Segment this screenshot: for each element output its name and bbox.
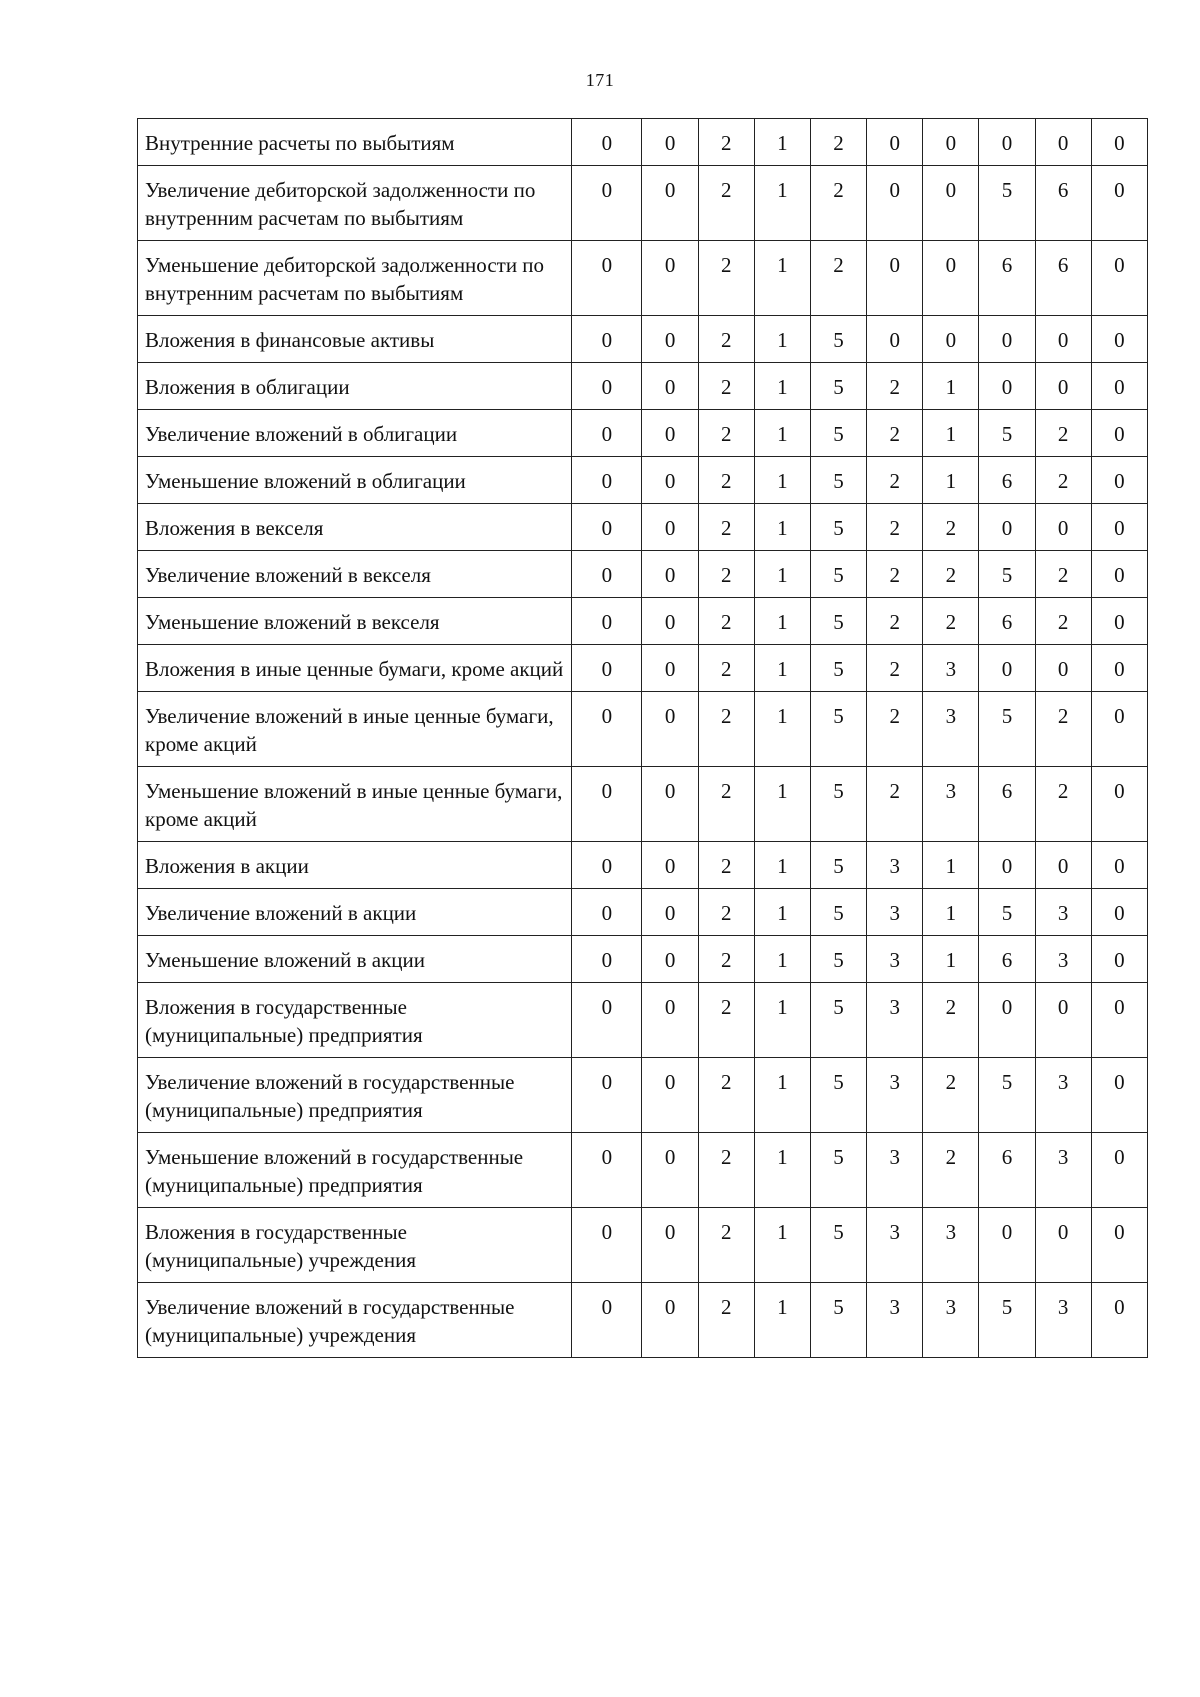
table-row <box>138 551 1148 598</box>
code-digit-3: 2 <box>698 166 754 241</box>
code-digit-5: 5 <box>810 457 866 504</box>
code-digit-3: 2 <box>698 410 754 457</box>
row-label: Уменьшение вложений в облигации <box>138 457 572 504</box>
code-digit-9: 6 <box>1035 166 1091 241</box>
code-digit-6: 3 <box>867 1058 923 1133</box>
row-label: Увеличение вложений в государственные (муниципальные) предприятия <box>138 1058 572 1133</box>
row-label: Вложения в государственные (муниципальные) учреждения <box>138 1208 572 1283</box>
code-digit-8: 6 <box>979 598 1035 645</box>
table-row <box>138 645 1148 692</box>
table-row <box>138 1058 1148 1133</box>
code-digit-10: 0 <box>1091 166 1147 241</box>
code-digit-9: 2 <box>1035 692 1091 767</box>
code-digit-6: 2 <box>867 645 923 692</box>
code-digit-5: 5 <box>810 842 866 889</box>
code-digit-5: 5 <box>810 767 866 842</box>
code-digit-7: 1 <box>923 410 979 457</box>
code-digit-2: 0 <box>642 363 698 410</box>
code-digit-2: 0 <box>642 936 698 983</box>
code-digit-5: 5 <box>810 1208 866 1283</box>
code-digit-7: 2 <box>923 1058 979 1133</box>
code-digit-8: 6 <box>979 1133 1035 1208</box>
code-digit-10: 0 <box>1091 983 1147 1058</box>
code-digit-7: 1 <box>923 842 979 889</box>
code-digit-4: 1 <box>754 767 810 842</box>
code-digit-10: 0 <box>1091 119 1147 166</box>
code-digit-3: 2 <box>698 551 754 598</box>
code-digit-10: 0 <box>1091 1208 1147 1283</box>
code-digit-10: 0 <box>1091 936 1147 983</box>
code-digit-5: 5 <box>810 363 866 410</box>
code-digit-2: 0 <box>642 598 698 645</box>
code-digit-7: 2 <box>923 504 979 551</box>
code-digit-4: 1 <box>754 692 810 767</box>
code-digit-6: 2 <box>867 457 923 504</box>
code-digit-7: 2 <box>923 1133 979 1208</box>
code-digit-6: 0 <box>867 166 923 241</box>
code-digit-4: 1 <box>754 1283 810 1358</box>
table-row <box>138 241 1148 316</box>
row-label: Вложения в государственные (муниципальные) предприятия <box>138 983 572 1058</box>
code-digit-1: 0 <box>572 983 642 1058</box>
code-digit-3: 2 <box>698 1208 754 1283</box>
code-digit-3: 2 <box>698 842 754 889</box>
code-digit-7: 2 <box>923 551 979 598</box>
code-digit-10: 0 <box>1091 410 1147 457</box>
code-digit-4: 1 <box>754 598 810 645</box>
code-digit-4: 1 <box>754 119 810 166</box>
code-digit-9: 0 <box>1035 1208 1091 1283</box>
code-digit-9: 0 <box>1035 316 1091 363</box>
code-digit-5: 2 <box>810 119 866 166</box>
table-row <box>138 410 1148 457</box>
code-digit-6: 3 <box>867 889 923 936</box>
code-digit-7: 3 <box>923 645 979 692</box>
code-digit-1: 0 <box>572 316 642 363</box>
code-digit-9: 6 <box>1035 241 1091 316</box>
code-digit-8: 0 <box>979 983 1035 1058</box>
code-digit-8: 6 <box>979 767 1035 842</box>
code-digit-5: 5 <box>810 598 866 645</box>
row-label: Уменьшение дебиторской задолженности по внутренним расчетам по выбытиям <box>138 241 572 316</box>
code-digit-8: 6 <box>979 457 1035 504</box>
code-digit-9: 3 <box>1035 1058 1091 1133</box>
code-digit-1: 0 <box>572 551 642 598</box>
code-digit-7: 0 <box>923 119 979 166</box>
code-digit-7: 3 <box>923 692 979 767</box>
code-digit-4: 1 <box>754 316 810 363</box>
code-digit-8: 5 <box>979 1058 1035 1133</box>
code-digit-2: 0 <box>642 316 698 363</box>
code-digit-5: 5 <box>810 1058 866 1133</box>
table-row <box>138 316 1148 363</box>
code-digit-10: 0 <box>1091 1058 1147 1133</box>
table-row <box>138 1133 1148 1208</box>
code-digit-8: 0 <box>979 363 1035 410</box>
code-digit-3: 2 <box>698 692 754 767</box>
code-digit-10: 0 <box>1091 316 1147 363</box>
code-digit-3: 2 <box>698 316 754 363</box>
code-digit-8: 5 <box>979 166 1035 241</box>
code-digit-9: 3 <box>1035 1133 1091 1208</box>
code-digit-1: 0 <box>572 645 642 692</box>
row-label: Внутренние расчеты по выбытиям <box>138 119 572 166</box>
code-digit-10: 0 <box>1091 1133 1147 1208</box>
row-label: Вложения в иные ценные бумаги, кроме акций <box>138 645 572 692</box>
code-digit-3: 2 <box>698 767 754 842</box>
row-label: Вложения в облигации <box>138 363 572 410</box>
code-digit-6: 2 <box>867 551 923 598</box>
code-digit-2: 0 <box>642 645 698 692</box>
code-digit-6: 2 <box>867 692 923 767</box>
code-digit-1: 0 <box>572 1133 642 1208</box>
row-label: Вложения в финансовые активы <box>138 316 572 363</box>
code-digit-10: 0 <box>1091 1283 1147 1358</box>
code-digit-3: 2 <box>698 889 754 936</box>
code-digit-8: 5 <box>979 410 1035 457</box>
code-digit-5: 2 <box>810 241 866 316</box>
code-digit-6: 3 <box>867 936 923 983</box>
code-digit-1: 0 <box>572 410 642 457</box>
row-label: Увеличение вложений в векселя <box>138 551 572 598</box>
code-digit-9: 3 <box>1035 889 1091 936</box>
code-digit-8: 5 <box>979 889 1035 936</box>
code-digit-3: 2 <box>698 1058 754 1133</box>
code-digit-5: 5 <box>810 692 866 767</box>
code-digit-9: 2 <box>1035 767 1091 842</box>
code-digit-7: 3 <box>923 767 979 842</box>
code-digit-8: 0 <box>979 645 1035 692</box>
code-digit-4: 1 <box>754 983 810 1058</box>
code-digit-3: 2 <box>698 598 754 645</box>
code-digit-5: 5 <box>810 316 866 363</box>
table-row <box>138 1283 1148 1358</box>
table-row <box>138 363 1148 410</box>
code-digit-9: 0 <box>1035 504 1091 551</box>
code-digit-3: 2 <box>698 983 754 1058</box>
code-digit-1: 0 <box>572 767 642 842</box>
code-digit-2: 0 <box>642 983 698 1058</box>
code-digit-4: 1 <box>754 645 810 692</box>
code-digit-4: 1 <box>754 166 810 241</box>
code-digit-2: 0 <box>642 166 698 241</box>
code-digit-8: 5 <box>979 692 1035 767</box>
code-digit-9: 2 <box>1035 457 1091 504</box>
code-digit-1: 0 <box>572 842 642 889</box>
code-digit-2: 0 <box>642 1133 698 1208</box>
code-digit-1: 0 <box>572 598 642 645</box>
code-digit-10: 0 <box>1091 598 1147 645</box>
code-digit-8: 6 <box>979 241 1035 316</box>
code-digit-1: 0 <box>572 241 642 316</box>
code-digit-1: 0 <box>572 1208 642 1283</box>
code-digit-1: 0 <box>572 692 642 767</box>
code-digit-9: 0 <box>1035 842 1091 889</box>
code-digit-2: 0 <box>642 842 698 889</box>
code-digit-9: 2 <box>1035 551 1091 598</box>
code-digit-3: 2 <box>698 457 754 504</box>
code-digit-3: 2 <box>698 936 754 983</box>
table-row <box>138 767 1148 842</box>
code-digit-9: 2 <box>1035 410 1091 457</box>
code-digit-1: 0 <box>572 504 642 551</box>
code-digit-2: 0 <box>642 551 698 598</box>
row-label: Увеличение вложений в облигации <box>138 410 572 457</box>
code-digit-2: 0 <box>642 1058 698 1133</box>
code-digit-10: 0 <box>1091 241 1147 316</box>
code-digit-10: 0 <box>1091 457 1147 504</box>
code-digit-4: 1 <box>754 1133 810 1208</box>
code-digit-7: 1 <box>923 457 979 504</box>
table-row <box>138 692 1148 767</box>
row-label: Увеличение вложений в государственные (муниципальные) учреждения <box>138 1283 572 1358</box>
table-row <box>138 936 1148 983</box>
table-row <box>138 1208 1148 1283</box>
code-digit-6: 3 <box>867 1283 923 1358</box>
code-digit-2: 0 <box>642 767 698 842</box>
table-body <box>138 119 1148 1358</box>
code-digit-8: 5 <box>979 551 1035 598</box>
code-digit-6: 2 <box>867 598 923 645</box>
code-digit-4: 1 <box>754 1208 810 1283</box>
code-digit-1: 0 <box>572 1283 642 1358</box>
code-digit-10: 0 <box>1091 842 1147 889</box>
code-digit-5: 5 <box>810 983 866 1058</box>
code-digit-1: 0 <box>572 1058 642 1133</box>
row-label: Уменьшение вложений в векселя <box>138 598 572 645</box>
code-digit-9: 0 <box>1035 645 1091 692</box>
code-digit-2: 0 <box>642 410 698 457</box>
code-digit-10: 0 <box>1091 504 1147 551</box>
code-digit-4: 1 <box>754 889 810 936</box>
code-digit-6: 0 <box>867 241 923 316</box>
code-digit-7: 0 <box>923 316 979 363</box>
code-digit-8: 0 <box>979 119 1035 166</box>
code-digit-9: 3 <box>1035 1283 1091 1358</box>
code-digit-7: 0 <box>923 241 979 316</box>
table-row <box>138 166 1148 241</box>
code-digit-10: 0 <box>1091 551 1147 598</box>
code-digit-2: 0 <box>642 889 698 936</box>
code-digit-10: 0 <box>1091 692 1147 767</box>
row-label: Увеличение вложений в иные ценные бумаги, кроме акций <box>138 692 572 767</box>
code-digit-1: 0 <box>572 889 642 936</box>
code-digit-8: 0 <box>979 842 1035 889</box>
code-digit-4: 1 <box>754 457 810 504</box>
code-digit-6: 0 <box>867 119 923 166</box>
code-digit-9: 0 <box>1035 363 1091 410</box>
table-row <box>138 983 1148 1058</box>
account-codes-table <box>137 118 1148 1358</box>
code-digit-5: 5 <box>810 645 866 692</box>
code-digit-7: 1 <box>923 889 979 936</box>
code-digit-10: 0 <box>1091 889 1147 936</box>
code-digit-4: 1 <box>754 842 810 889</box>
code-digit-5: 5 <box>810 889 866 936</box>
code-digit-2: 0 <box>642 241 698 316</box>
table-row <box>138 842 1148 889</box>
row-label: Уменьшение вложений в государственные (муниципальные) предприятия <box>138 1133 572 1208</box>
code-digit-4: 1 <box>754 504 810 551</box>
code-digit-4: 1 <box>754 551 810 598</box>
code-digit-6: 2 <box>867 767 923 842</box>
code-digit-7: 2 <box>923 598 979 645</box>
row-label: Вложения в векселя <box>138 504 572 551</box>
code-digit-6: 3 <box>867 1208 923 1283</box>
code-digit-3: 2 <box>698 241 754 316</box>
code-digit-3: 2 <box>698 1133 754 1208</box>
code-digit-2: 0 <box>642 1208 698 1283</box>
code-digit-8: 0 <box>979 1208 1035 1283</box>
code-digit-5: 5 <box>810 551 866 598</box>
row-label: Увеличение вложений в акции <box>138 889 572 936</box>
code-digit-5: 5 <box>810 936 866 983</box>
code-digit-4: 1 <box>754 410 810 457</box>
code-digit-2: 0 <box>642 119 698 166</box>
page-number: 171 <box>585 70 615 90</box>
code-digit-7: 1 <box>923 363 979 410</box>
code-digit-1: 0 <box>572 119 642 166</box>
code-digit-9: 2 <box>1035 598 1091 645</box>
code-digit-4: 1 <box>754 936 810 983</box>
code-digit-3: 2 <box>698 363 754 410</box>
code-digit-8: 5 <box>979 1283 1035 1358</box>
code-digit-3: 2 <box>698 645 754 692</box>
code-digit-6: 3 <box>867 842 923 889</box>
code-digit-8: 0 <box>979 316 1035 363</box>
code-digit-5: 5 <box>810 410 866 457</box>
code-digit-7: 3 <box>923 1283 979 1358</box>
code-digit-4: 1 <box>754 1058 810 1133</box>
code-digit-6: 0 <box>867 316 923 363</box>
code-digit-4: 1 <box>754 363 810 410</box>
code-digit-9: 0 <box>1035 119 1091 166</box>
code-digit-6: 3 <box>867 1133 923 1208</box>
code-digit-8: 6 <box>979 936 1035 983</box>
code-digit-3: 2 <box>698 1283 754 1358</box>
code-digit-2: 0 <box>642 457 698 504</box>
code-digit-1: 0 <box>572 363 642 410</box>
code-digit-9: 0 <box>1035 983 1091 1058</box>
code-digit-6: 2 <box>867 410 923 457</box>
code-digit-3: 2 <box>698 504 754 551</box>
code-digit-7: 1 <box>923 936 979 983</box>
code-digit-5: 5 <box>810 1133 866 1208</box>
row-label: Уменьшение вложений в акции <box>138 936 572 983</box>
code-digit-10: 0 <box>1091 767 1147 842</box>
code-digit-6: 3 <box>867 983 923 1058</box>
code-digit-10: 0 <box>1091 645 1147 692</box>
code-digit-1: 0 <box>572 166 642 241</box>
row-label: Увеличение дебиторской задолженности по внутренним расчетам по выбытиям <box>138 166 572 241</box>
code-digit-9: 3 <box>1035 936 1091 983</box>
code-digit-4: 1 <box>754 241 810 316</box>
code-digit-10: 0 <box>1091 363 1147 410</box>
code-digit-7: 2 <box>923 983 979 1058</box>
table-row <box>138 504 1148 551</box>
code-digit-8: 0 <box>979 504 1035 551</box>
table-row <box>138 598 1148 645</box>
code-digit-1: 0 <box>572 457 642 504</box>
code-digit-2: 0 <box>642 692 698 767</box>
code-digit-7: 3 <box>923 1208 979 1283</box>
table-row <box>138 119 1148 166</box>
code-digit-2: 0 <box>642 1283 698 1358</box>
code-digit-5: 2 <box>810 166 866 241</box>
table-row <box>138 889 1148 936</box>
code-digit-2: 0 <box>642 504 698 551</box>
row-label: Вложения в акции <box>138 842 572 889</box>
code-digit-5: 5 <box>810 1283 866 1358</box>
table-row <box>138 457 1148 504</box>
row-label: Уменьшение вложений в иные ценные бумаги, кроме акций <box>138 767 572 842</box>
code-digit-3: 2 <box>698 119 754 166</box>
code-digit-7: 0 <box>923 166 979 241</box>
code-digit-6: 2 <box>867 504 923 551</box>
code-digit-5: 5 <box>810 504 866 551</box>
code-digit-6: 2 <box>867 363 923 410</box>
code-digit-1: 0 <box>572 936 642 983</box>
